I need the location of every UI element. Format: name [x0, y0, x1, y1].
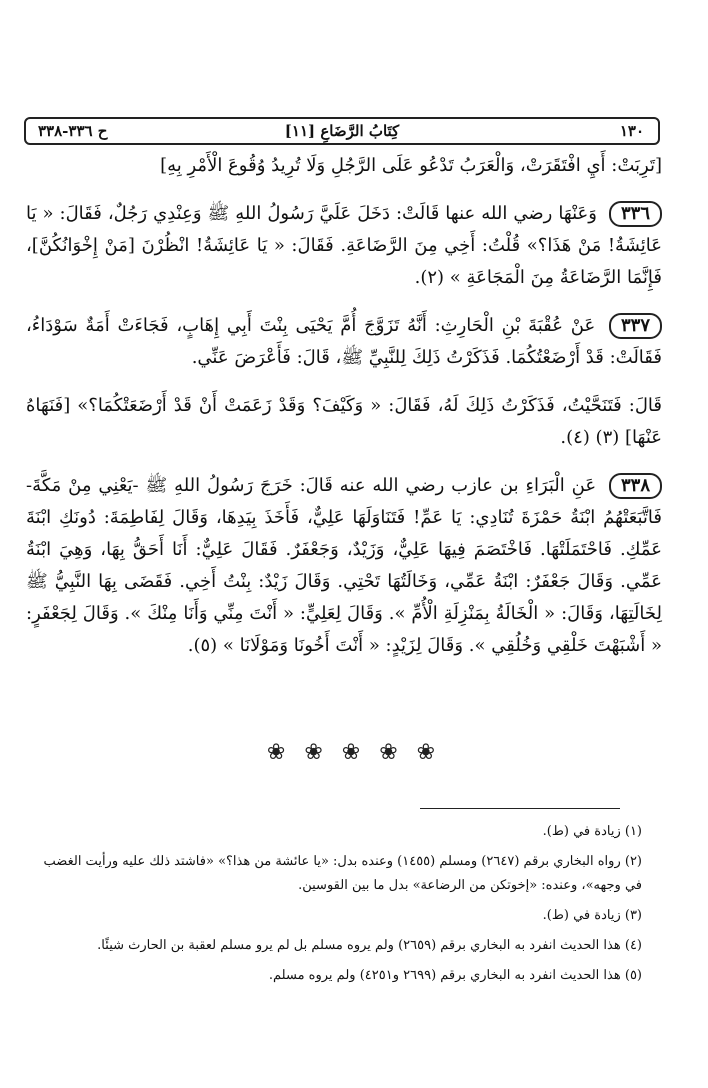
hadith-number-badge: ٣٣٦	[609, 201, 662, 227]
hadith-number-badge: ٣٣٧	[609, 313, 662, 339]
footnote-3: (٣) زيادة في (ط).	[542, 908, 642, 923]
running-header	[24, 117, 660, 145]
footnote-1: (١) زيادة في (ط).	[542, 824, 642, 839]
intro-paragraph: [تَرِبَتْ: أَيِ افْتَقَرَتْ، وَالْعَرَبُ تَدْعُو عَلَى الرَّجُلِ وَلَا تُرِيدُ وُقُوعَ الْأَمْرِ بِهِ]	[160, 155, 662, 176]
hadith-text: وَعَنْهَا رضي الله عنها قَالَتْ: دَخَلَ عَلَيَّ رَسُولُ اللهِ ﷺ وَعِنْدِي رَجُلٌ، فَقَالَ: « يَا عَائِشَةُ! مَنْ هَذَا؟» قُلْتُ: أَخِي مِنَ الرَّضَاعَةِ. فَقَالَ: « يَا عَائِشَةُ! انْظُرْنَ [مَنْ إِخْوَانُكُنَّ]، فَإِنَّمَا الرَّضَاعَةُ مِنَ الْمَجَاعَةِ » (٢).	[26, 203, 662, 288]
hadith-337-continued: قَالَ: فَتَنَحَّيْتُ، فَذَكَرْتُ ذَلِكَ لَهُ، فَقَالَ: « وَكَيْفَ؟ وَقَدْ زَعَمَتْ أَنْ قَدْ أَرْضَعَتْكُمَا؟» [فَنَهَاهُ عَنْهَا] (٣) (٤).	[26, 395, 662, 448]
hadith-text: عَنِ الْبَرَاءِ بن عازب رضي الله عنه قَالَ: خَرَجَ رَسُولُ اللهِ ﷺ -يَعْنِي مِنْ مَكَّةَ- فَاتَّبَعَتْهُمُ ابْنَةُ حَمْزَةَ تُنَادِي: يَا عَمِّ! فَتَنَاوَلَهَا عَلِيٌّ، فَأَخَذَ بِيَدِهَا، وَقَالَ لِفَاطِمَةَ: دُونَكِ ابْنَةَ عَمِّكِ. فَاحْتَمَلَتْهَا. فَاخْتَصَمَ فِيهَا عَلِيٌّ، وَزَيْدٌ، وَجَعْفَرٌ. فَقَالَ عَلِيٌّ: أَنَا أَحَقُّ بِهَا، وَهِيَ ابْنَةُ عَمِّي. وَقَالَ جَعْفَرٌ: ابْنَةُ عَمِّي، وَخَالَتُهَا تَحْتِي. وَقَالَ زَيْدٌ: بِنْتُ أَخِي. فَقَضَى بِهَا النَّبِيُّ ﷺ لِخَالَتِهَا، وَقَالَ: « الْخَالَةُ بِمَنْزِلَةِ الْأُمِّ ». وَقَالَ لِعَلِيٍّ: « أَنْتَ مِنِّي وَأَنَا مِنْكَ ». وَقَالَ لِجَعْفَرٍ: « أَشْبَهْتَ خَلْقِي وَخُلُقِي ». وَقَالَ لِزَيْدٍ: « أَنْتَ أَخُونَا وَمَوْلَانَا » (٥).	[26, 475, 662, 656]
footnotes	[26, 820, 642, 994]
hadith-number-badge: ٣٣٨	[609, 473, 662, 499]
hadith-337	[26, 310, 662, 374]
footnote-divider	[420, 808, 620, 809]
footnote-2: (٢) رواه البخاري برقم (٢٦٤٧) ومسلم (١٤٥٥) وعنده بدل: «يا عائشة من هذا؟» «فاشتد ذلك عليه ورأيت الغضب في وجهه»، وعنده: «إخوتكن من الرضاعة» بدل ما بين القوسين.	[43, 854, 642, 893]
main-text	[26, 150, 662, 678]
hadith-338	[26, 470, 662, 662]
hadith-range: ح ٣٣٦-٣٣٨	[38, 122, 108, 140]
footnote-5: (٥) هذا الحديث انفرد به البخاري برقم (٢٦٩٩ و٤٢٥١) ولم يروه مسلم.	[268, 968, 642, 983]
section-ornament: ❀ ❀ ❀ ❀ ❀	[266, 740, 442, 765]
chapter-title: [١١] كِتَابُ الرَّضَاعِ	[284, 122, 400, 140]
page-number: ١٣٠	[619, 122, 644, 140]
hadith-336	[26, 198, 662, 294]
footnote-4: (٤) هذا الحديث انفرد به البخاري برقم (٢٦٥٩) ولم يروه مسلم بل لم يرو مسلم لعقبة بن الحارث شيئًا.	[97, 938, 642, 953]
hadith-text: عَنْ عُقْبَةَ بْنِ الْحَارِثِ: أَنَّهُ تَزَوَّجَ أُمَّ يَحْيَى بِنْتَ أَبِي إِهَابٍ، فَجَاءَتْ أَمَةٌ سَوْدَاءُ، فَقَالَتْ: قَدْ أَرْضَعْتُكُمَا. فَذَكَرْتُ ذَلِكَ لِلنَّبِيِّ ﷺ، قَالَ: فَأَعْرَضَ عَنِّي.	[26, 315, 662, 368]
